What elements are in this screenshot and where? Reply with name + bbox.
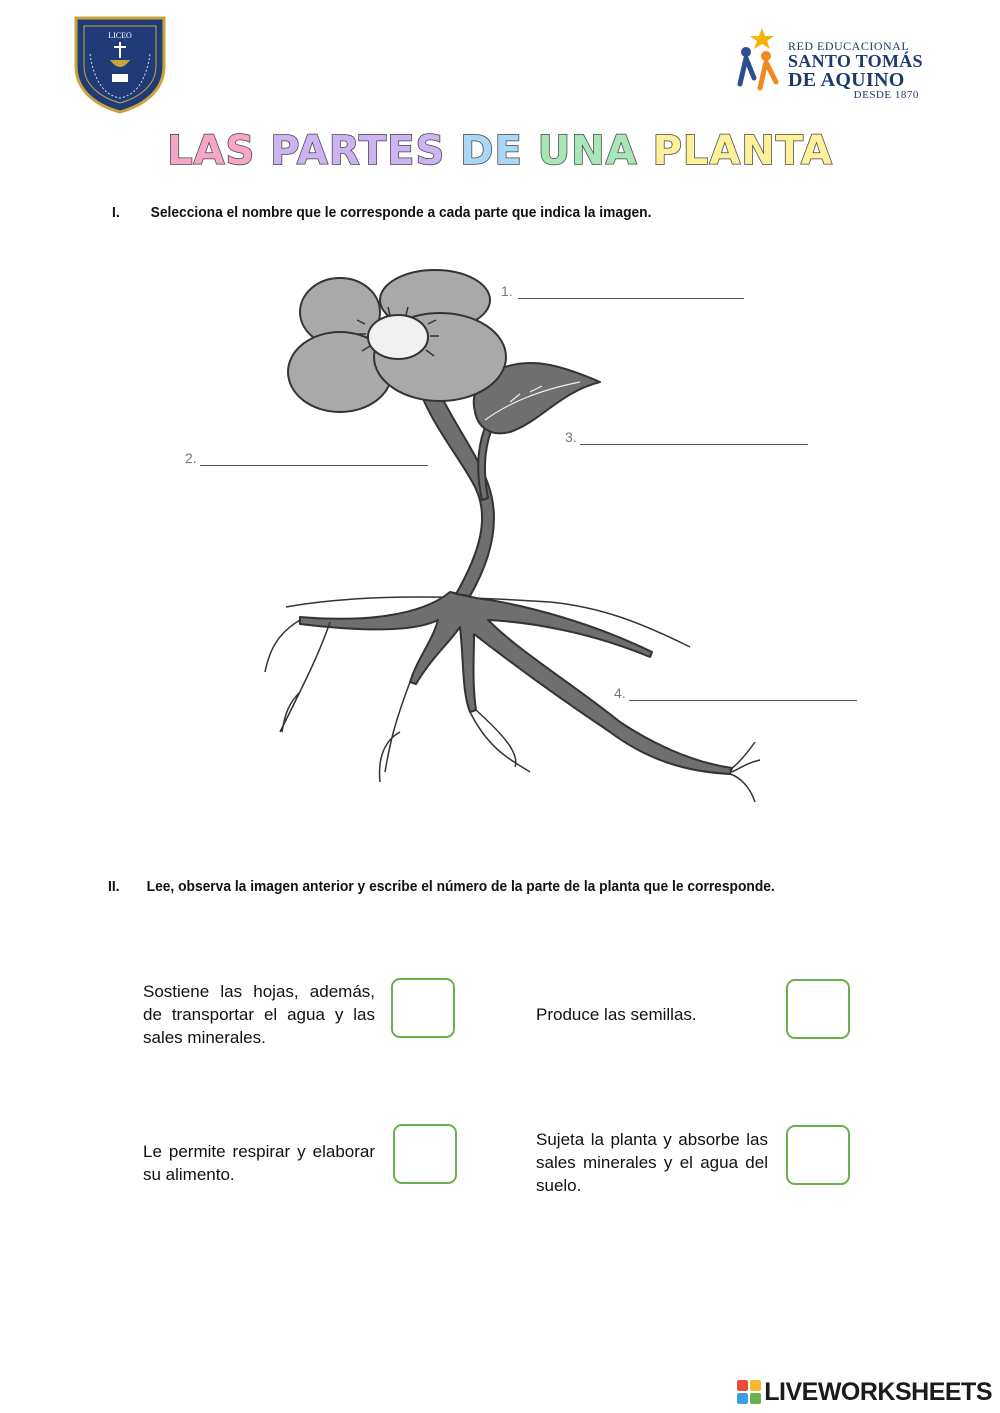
section-2-text: Lee, observa la imagen anterior y escribe el número de la parte de la planta que le corresponde. <box>146 878 775 895</box>
network-since: DESDE 1870 <box>853 89 919 101</box>
item-4-description: Sujeta la planta y absorbe las sales minerales y el agua del suelo. <box>536 1130 768 1195</box>
section-2-instruction <box>108 878 775 895</box>
item-3-answer-box[interactable] <box>393 1124 457 1184</box>
svg-text:LICEO: LICEO <box>108 31 132 40</box>
network-name-line1: RED EDUCACIONAL <box>788 39 910 53</box>
item-1-description: Sostiene las hojas, además, de transportar el agua y las sales minerales. <box>143 982 375 1047</box>
page-title <box>0 128 1000 174</box>
title-word: LAS <box>167 128 256 174</box>
item-3-description: Le permite respirar y elaborar su alimento. <box>143 1142 375 1184</box>
item-1-answer-box[interactable] <box>391 978 455 1038</box>
section-1-instruction <box>112 204 651 221</box>
section-1-number: I. <box>112 204 120 221</box>
network-name-line2: SANTO TOMÁS <box>788 51 923 71</box>
label-4-number: 4. <box>614 685 626 701</box>
label-2-number: 2. <box>185 450 197 466</box>
item-2-answer-box[interactable] <box>786 979 850 1039</box>
section-1-text: Selecciona el nombre que le corresponde a cada parte que indica la imagen. <box>150 204 652 221</box>
network-name-line3: DE AQUINO <box>788 69 905 91</box>
school-logo <box>72 14 168 114</box>
item-2-description: Produce las semillas. <box>536 1005 697 1024</box>
liveworksheets-brand <box>736 1377 992 1407</box>
label-4-blank[interactable] <box>629 700 857 701</box>
plant-diagram <box>170 262 870 822</box>
brand-text: LIVEWORKSHEETS <box>764 1377 992 1406</box>
title-word: DE <box>460 128 523 174</box>
label-3-blank[interactable] <box>580 444 808 445</box>
network-logo <box>732 26 932 110</box>
label-1-number: 1. <box>501 283 513 299</box>
item-4-answer-box[interactable] <box>786 1125 850 1185</box>
label-1-blank[interactable] <box>518 298 744 299</box>
title-word: PARTES <box>270 128 446 174</box>
title-word: PLANTA <box>652 128 833 174</box>
title-word: UNA <box>537 128 638 174</box>
label-2-blank[interactable] <box>200 465 428 466</box>
label-3-number: 3. <box>565 429 577 445</box>
liveworksheets-logo-icon <box>736 1379 762 1405</box>
section-2-number: II. <box>108 878 120 895</box>
